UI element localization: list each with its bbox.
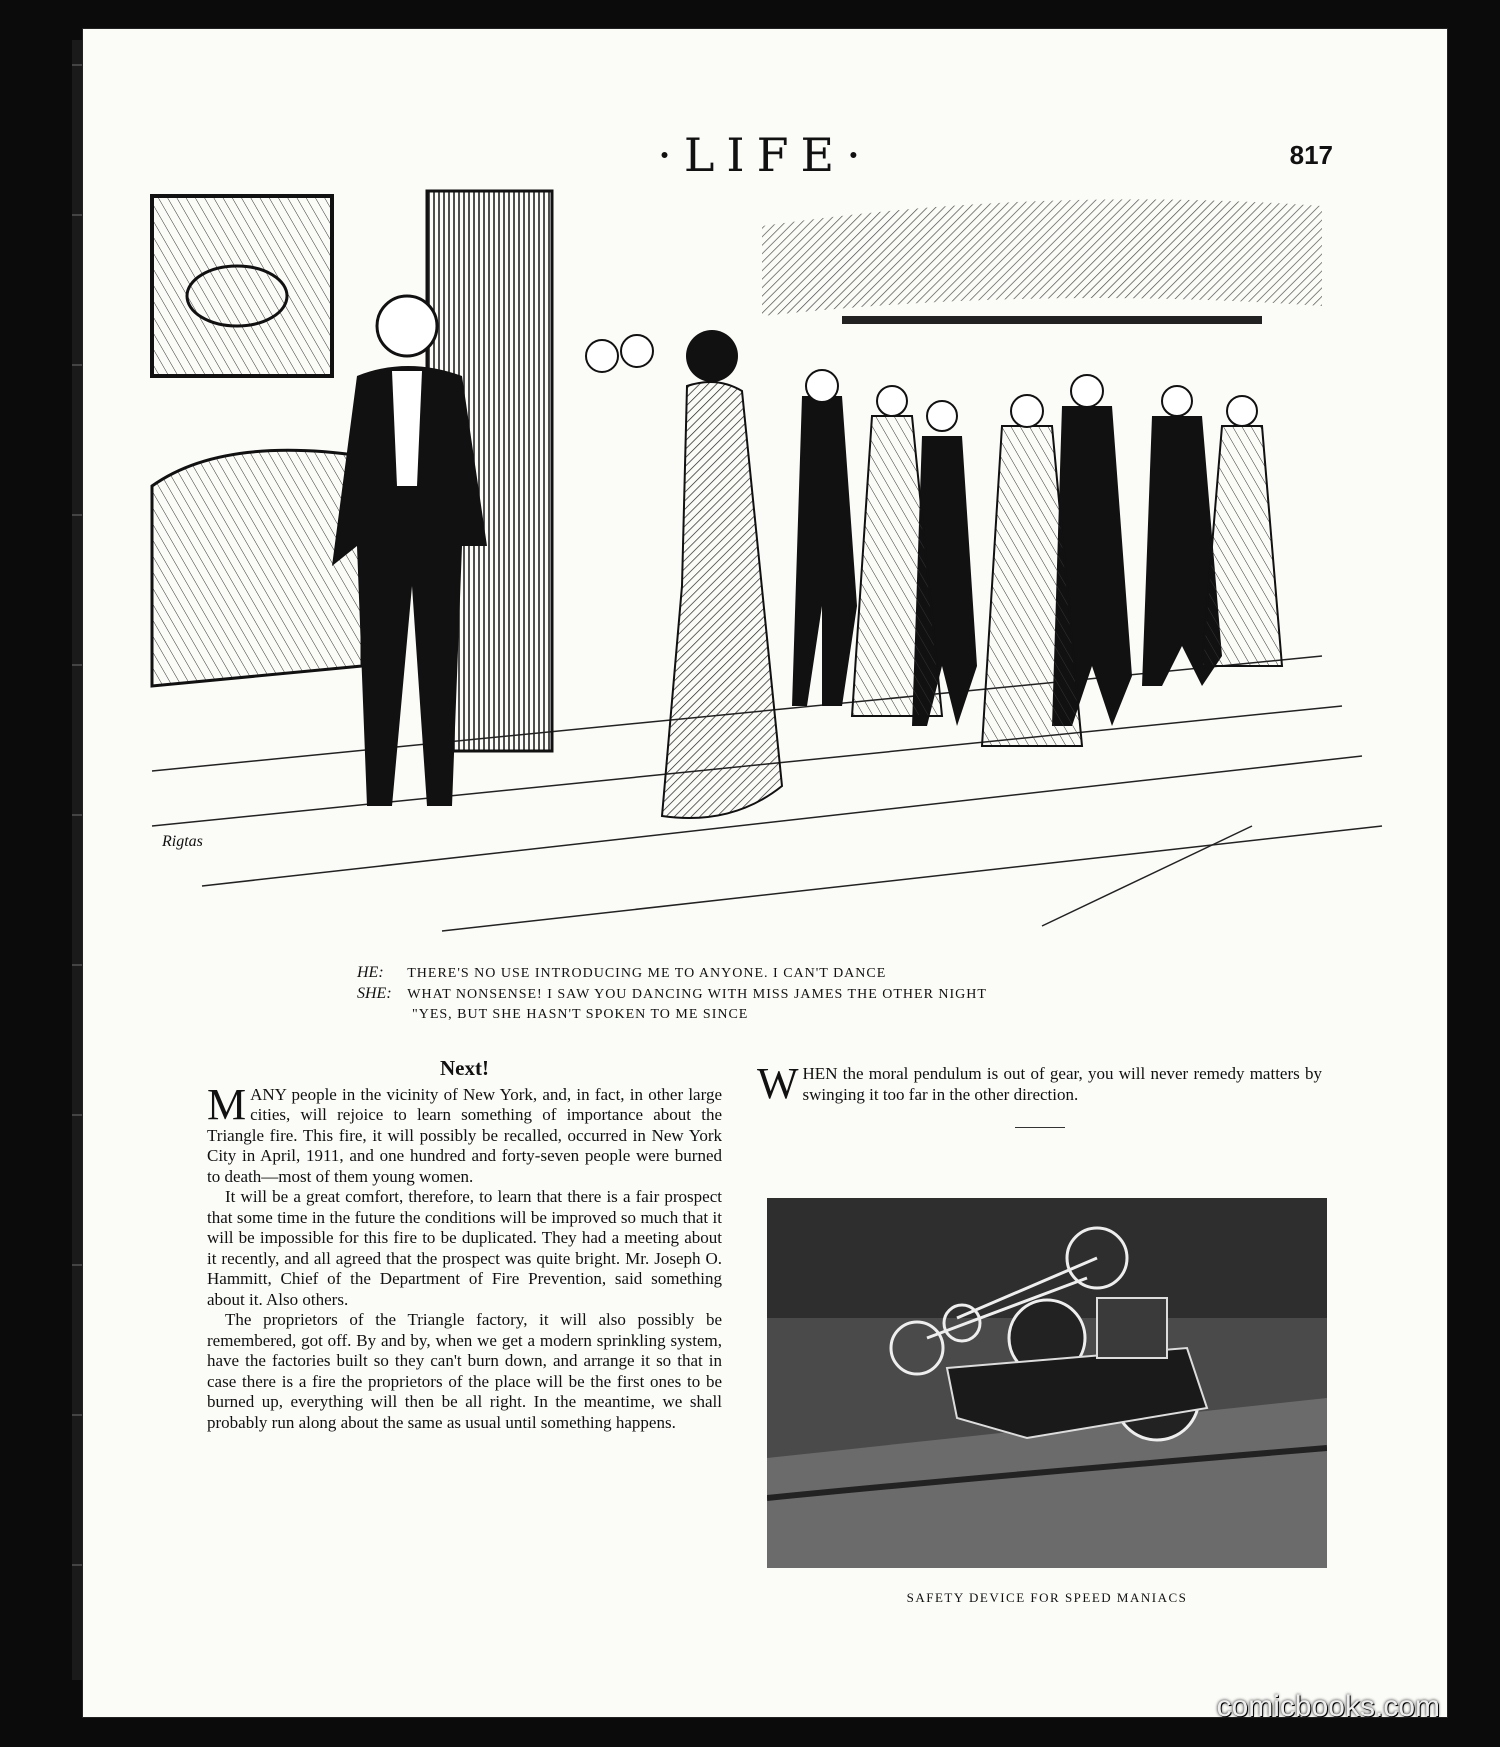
cartoon-caption (357, 963, 1257, 1025)
caption-text: THERE'S NO USE INTRODUCING ME TO ANYONE. I CAN'T DANCE (407, 966, 887, 981)
aside-paragraph (757, 1059, 1322, 1108)
magazine-page (82, 28, 1448, 1718)
article-paragraph (207, 1079, 722, 1188)
caption-line (357, 1005, 1257, 1025)
drop-cap: W (757, 1059, 799, 1108)
caption-text: "YES, BUT SHE HASN'T SPOKEN TO ME SINCE (412, 1007, 749, 1022)
article-paragraph: The proprietors of the Triangle factory, it will also possibly be remembered, got off. By and by, when we get a modern sprinkling system, have the factories built so they can't burn down, and arrange it so that in case there is a fire the proprietors of the place will be the first ones to be burned up, everything will then be all right. In the meantime, we shall probably run along about the same as usual until something happens. (207, 1310, 722, 1432)
artist-signature: Rigtas (162, 833, 203, 850)
paragraph-text: HEN the moral pendulum is out of gear, you will never remedy matters by swinging it too far in the other direction. (802, 1064, 1322, 1104)
paragraph-text: ANY people in the vicinity of New York, and, in fact, in other large cities, will rejoice to learn something of importance about the Triangle fire. This fire, it will possibly be recalled, occurred in New York City in April, 1911, and one hundred and forty-seven people were burned to death—most of them young women. (207, 1084, 722, 1186)
aside-column (757, 1059, 1322, 1128)
masthead-title: ·LIFE· (657, 128, 873, 182)
ballroom-illustration (142, 186, 1387, 951)
caption-line (357, 984, 1257, 1005)
speaker-label: HE: (357, 964, 384, 981)
site-watermark: comicbooks.com (1216, 1690, 1440, 1723)
drop-cap: M (207, 1079, 247, 1129)
divider-rule (1015, 1127, 1065, 1128)
article-paragraph: It will be a great comfort, therefore, to learn that there is a fair prospect that some time in the future the conditions will be improved so much that it will be impossible for this fire to be duplicated. They had a meeting about it recently, and all agreed that the prospect was quite bright. Mr. Joseph O. Hammitt, Chief of the Department of Fire Prevention, said something about it. Also others. (207, 1187, 722, 1309)
caption-line (357, 963, 1257, 984)
binding-stitches (72, 40, 82, 1680)
caption-text: WHAT NONSENSE! I SAW YOU DANCING WITH MISS JAMES THE OTHER NIGHT (407, 987, 987, 1002)
automobile-illustration (767, 1198, 1327, 1568)
photo-caption: SAFETY DEVICE FOR SPEED MANIACS (906, 1590, 1188, 1605)
binding-edge (0, 0, 70, 1747)
article-column (207, 1058, 722, 1433)
speaker-label: SHE: (357, 985, 392, 1002)
page-number: 817 (1289, 140, 1333, 170)
article-title: Next! (440, 1056, 489, 1080)
